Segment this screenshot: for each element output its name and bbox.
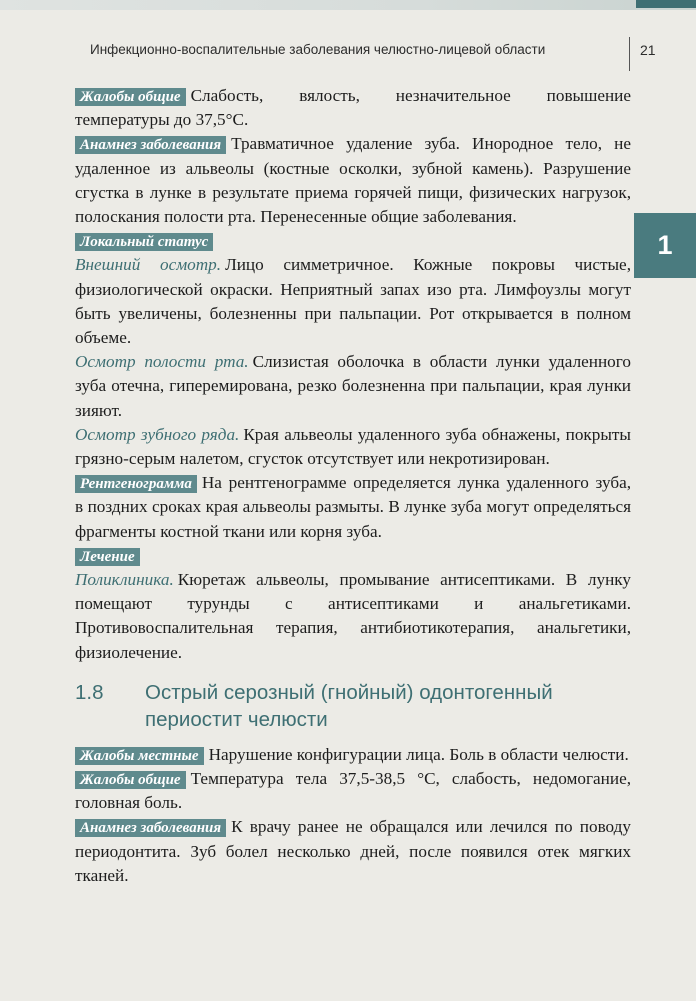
paragraph-text: К врачу ранее не обращался или лечился по поводу периодонтита. Зуб болел несколько дней, после появился отек мягких тканей.	[75, 817, 631, 885]
section-label: Рентгенограмма	[75, 475, 197, 493]
top-accent-bar	[636, 0, 696, 8]
section-label: Жалобы местные	[75, 747, 204, 765]
section-label: Анамнез заболевания	[75, 819, 226, 837]
oral-exam-block	[75, 350, 631, 423]
section-title: Острый серозный (гнойный) одонтогенный периостит челюсти	[145, 680, 553, 731]
complaints-general-block-2	[75, 767, 631, 815]
section-label: Локальный статус	[75, 233, 213, 251]
local-status-block	[75, 229, 631, 253]
clinic-treatment-block	[75, 568, 631, 665]
paragraph-text: Края альвеолы удаленного зуба обнажены, покрыты грязно-серым налетом, сгусток отсутствует или некротизирован.	[75, 424, 631, 469]
paragraph-text: Слабость, вялость, незначительное повышение температуры до 37,5°С.	[75, 86, 631, 130]
section-heading	[75, 679, 631, 733]
section-number: 1.8	[75, 680, 104, 704]
treatment-block	[75, 544, 631, 568]
section-label: Жалобы общие	[75, 88, 186, 106]
chapter-tab: 1	[634, 213, 696, 278]
subsection-label: Осмотр зубного ряда.	[75, 424, 240, 444]
complaints-general-block	[75, 84, 631, 132]
dentition-exam-block	[75, 423, 631, 471]
top-edge-strip	[0, 0, 696, 10]
paragraph-text: Слизистая оболочка в области лунки удаленного зуба отечна, гиперемирована, резко болезненна при пальпации, края лунки зияют.	[75, 352, 631, 420]
paragraph-text: Нарушение конфигурации лица. Боль в области челюсти.	[208, 744, 629, 764]
header-divider	[629, 37, 630, 71]
section-label: Анамнез заболевания	[75, 136, 226, 154]
subsection-label: Поликлиника.	[75, 570, 174, 590]
section-label: Лечение	[75, 548, 140, 566]
section-label: Жалобы общие	[75, 771, 186, 789]
page-number: 21	[640, 42, 656, 58]
subsection-label: Осмотр полости рта.	[75, 352, 249, 372]
paragraph-text: Температура тела 37,5-38,5 °С, слабость, недомогание, головная боль.	[75, 769, 631, 813]
subsection-label: Внешний осмотр.	[75, 255, 222, 275]
paragraph-text: На рентгенограмме определяется лунка удаленного зуба, в поздних сроках края альвеолы размыты. В лунке зуба могут определяться фрагменты костной ткани или корня зуба.	[75, 473, 631, 541]
history-block	[75, 132, 631, 229]
paragraph-text: Кюретаж альвеолы, промывание антисептиками. В лунку помещают турунды с антисептиками и анальгетиками. Противовоспалительная терапия, антибиотикотерапия, анальгетики, физиолечение.	[75, 570, 631, 662]
paragraph-text: Лицо симметричное. Кожные покровы чистые, физиологической окраски. Неприятный запах изо рта. Лимфоузлы могут быть увеличены, болезненны при пальпации. Рот открывается в полном объеме.	[75, 255, 631, 348]
complaints-local-block	[75, 743, 631, 767]
paragraph-text: Травматичное удаление зуба. Инородное тело, не удаленное из альвеолы (костные осколки, зубной камень). Разрушение сгустка в лунке в результате приема горячей пищи, физических нагрузок, полоскания полости рта. Перенесенные общие заболевания.	[75, 134, 631, 227]
xray-block	[75, 471, 631, 544]
history-block-2	[75, 815, 631, 888]
page-body	[75, 84, 631, 888]
running-header: Инфекционно-воспалительные заболевания челюстно-лицевой области	[90, 42, 546, 57]
external-exam-block	[75, 253, 631, 350]
